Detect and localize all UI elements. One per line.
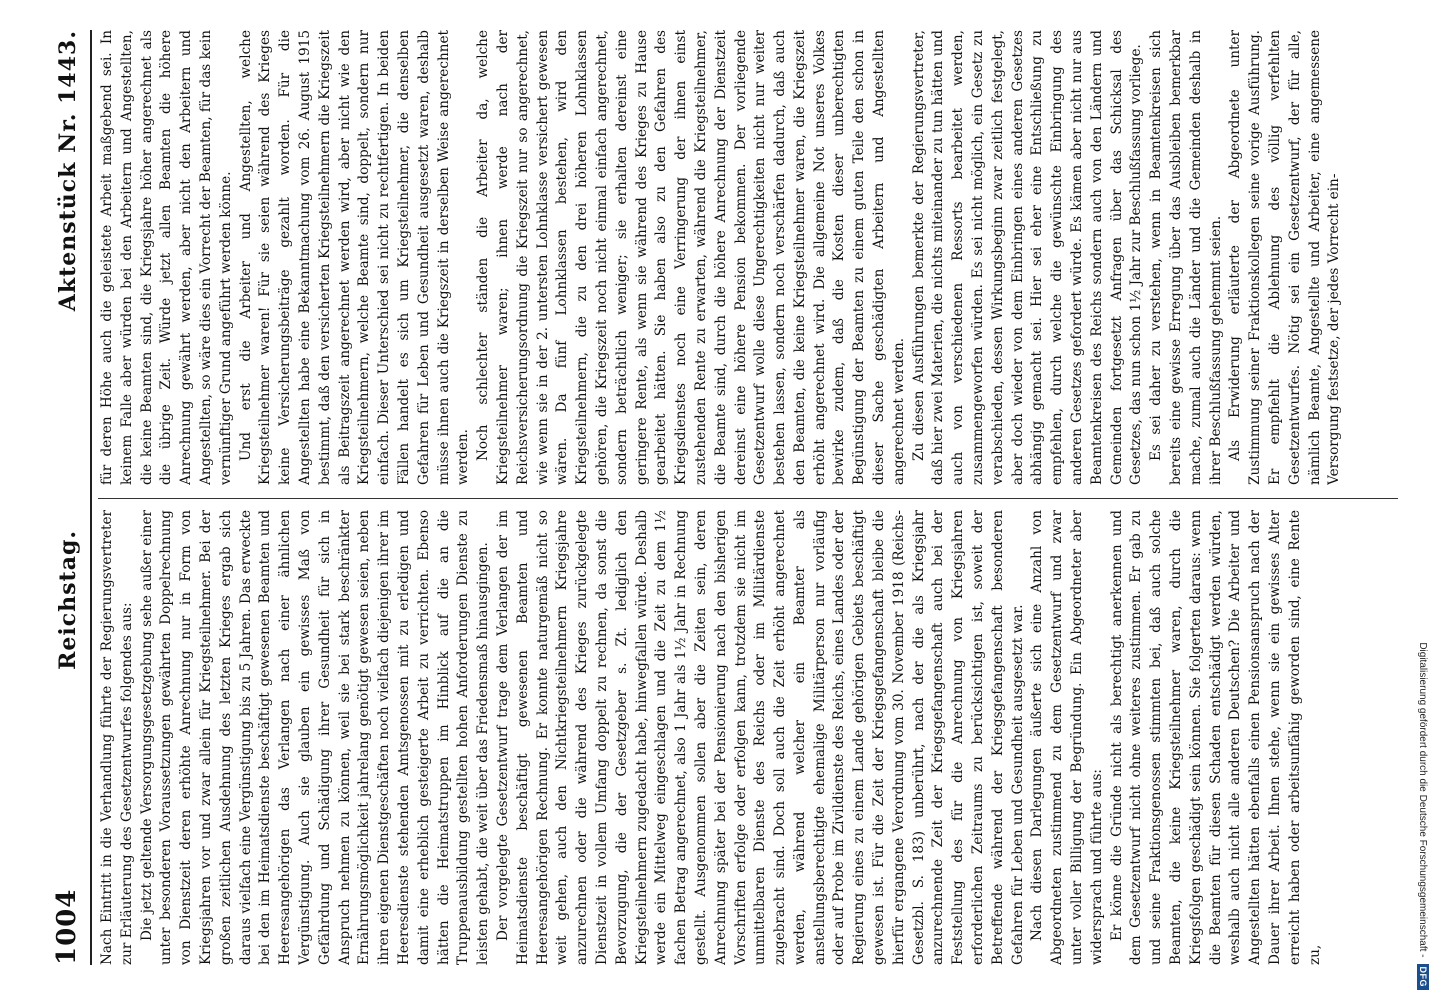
page-header [52,30,86,965]
dfg-logo: DFG [1417,964,1429,991]
paragraph: Die jetzt geltende Versorgungsgesetzgebung sehe außer einer unter besonderen Voraussetzungen gewährten Doppelrechnung von Dienstzeit deren erhöhte Anrechnung nur in Form von Kriegsjahren vor und zwar allein für Kriegsteilnehmer. Bei der großen zeitlichen Ausdehnung des letzten Krieges ergab sich daraus vielfach eine Vergünstigung bis zu 5 Jahren. Das erweckte bei den im Heimatsdienste beschäftigt gewesenen Beamten und Heeresangehörigen das Verlangen nach einer ähnlichen Vergünstigung. Auch sie glauben ein gewisses Maß von Gefährdung und Schädigung ihrer Gesundheit für sich in Anspruch nehmen zu können, weil sie bei stark beschränkter Ernährungsmöglichkeit jahrelang genötigt gewesen seien, neben ihren eigenen Dienstgeschäften noch vielfach diejenigen ihrer im Heeresdienste stehenden Amtsgenossen mit zu erledigen und damit eine erheblich gesteigerte Arbeit zu verrichten. Ebenso hätten die Heimatstruppen im Hinblick auf die an die Truppenausbildung gestellten hohen Anforderungen Dienste zu leisten gehabt, die weit über das Friedensmaß hinausgingen. [138,510,492,965]
left-column [98,510,1398,965]
paragraph: Er könne die Gründe nicht als berechtigt anerkennen und dem Gesetzentwurf nicht ohne weiteres zustimmen. Er gab zu und seine Fraktionsgenossen stimmten bei, daß auch solche Beamten, die keine Kriegsteilnehmer waren, durch die Kriegsfolgen geschädigt sein können. Sie folgerten daraus: wenn die Beamten für diesen Schaden entschädigt werden würden, weshalb auch nicht alle anderen Deutschen? Die Arbeiter und Angestellten hätten ebenfalls einen Pensionsanspruch nach der Dauer ihrer Arbeit. Ihnen stehe, wenn sie ein gewisses Alter erreicht haben oder arbeitsunfähig geworden sind, eine Rente zu, [1108,510,1323,965]
paragraph: Noch schlechter ständen die Arbeiter da, welche Kriegsteilnehmer waren; ihnen werde nach der Reichsversicherungsordnung die Kriegszeit nur so angerechnet, wie wenn sie in der 2. untersten Lohnklasse versichert gewesen wären. Da fünf Lohnklassen bestehen, wird den Kriegsteilnehmern, die zu den drei höheren Lohnklassen gehören, die Kriegszeit noch nicht einmal einfach angerechnet, sondern beträchtlich weniger; sie erhalten dereinst eine geringere Rente, als wenn sie während des Krieges zu Hause gearbeitet hätten. Sie haben also zu den Gefahren des Kriegsdienstes noch eine Verringerung der ihnen einst zustehenden Rente zu erwarten, während die Kriegsteilnehmer, die Beamte sind, durch die höhere Anrechnung der Dienstzeit dereinst eine höhere Pension bekommen. Der vorliegende Gesetzentwurf wolle diese Ungerechtigkeiten nicht nur weiter bestehen lassen, sondern noch verschärfen dadurch, daß auch den Beamten, die keine Kriegsteilnehmer waren, die Kriegszeit erhöht angerechnet wird. Die allgemeine Not unseres Volkes bewirke zudem, daß die Kosten dieser unberechtigten Begünstigung der Beamten zu einem guten Teile den schon in dieser Sache geschädigten Arbeitern und Angestellten angerechnet werden. [475,30,907,485]
running-title: Reichstag. [55,529,81,670]
paragraph: Es sei daher zu verstehen, wenn in Beamtenkreisen sich bereits eine gewisse Erregung über das Ausbleiben bemerkbar mache, zumal auch die Länder und die Gemeinden deshalb in ihrer Beschlußfassung gehemmt seien. [1148,30,1224,485]
document-number: Aktenstück Nr. 1443. [55,30,81,312]
rotated-page-content [52,30,1422,965]
paragraph: Und erst die Arbeiter und Angestellten, welche Kriegsteilnehmer waren! Für sie seien während des Krieges keine Versicherungsbeiträge gezahlt worden. Für die Angestellten habe eine Bekanntmachung vom 26. August 1915 bestimmt, daß den versicherten Kriegsteilnehmern die Kriegszeit als Beitragszeit angerechnet werden wird, aber nicht wie den Kriegsteilnehmern, welche Beamte sind, doppelt, sondern nur einfach. Dieser Unterschied sei nicht zu rechtfertigen. In beiden Fällen handelt es sich um Kriegsteilnehmer, die denselben Gefahren für Leben und Gesundheit ausgesetzt waren, deshalb müsse ihnen auch die Kriegszeit in derselben Weise angerechnet werden. [237,30,472,485]
paragraph: Nach Eintritt in die Verhandlung führte der Regierungsvertreter zur Erläuterung des Gesetzentwurfes folgendes aus: [99,510,135,965]
column-divider [98,498,1398,499]
header-rule [90,30,92,965]
right-column [98,30,1398,485]
paragraph: für deren Höhe auch die geleistete Arbeit maßgebend sei. In keinem Falle aber würden bei den Arbeitern und Angestellten, die keine Beamten sind, die Kriegsjahre höher angerechnet als die übrige Zeit. Würde jetzt allen Beamten die höhere Anrechnung gewährt werden, aber nicht den Arbeitern und Angestellten, so wäre dies ein Vorrecht der Beamten, für das kein vernünftiger Grund angeführt werden könne. [99,30,234,485]
dfg-footer-inner [1415,10,1431,990]
paragraph: Nach diesen Darlegungen äußerte sich eine Anzahl von Abgeordneten zustimmend zu dem Gesetzentwurf und zwar unter voller Billigung der Begründung. Ein Abgeordneter aber widersprach und führte aus: [1029,510,1105,965]
paragraph: Zu diesen Ausführungen bemerkte der Regierungsvertreter, daß hier zwei Materien, die nichts miteinander zu tun hätten und auch von verschiedenen Ressorts bearbeitet werden, zusammengeworfen würden. Es sei nicht möglich, ein Gesetz zu verabschieden, dessen Wirkungsbeginn zwar zeitlich festgelegt, aber doch wieder von dem Einbringen eines anderen Gesetzes abhängig gemacht sei. Hier sei eher eine Entschließung zu empfehlen, durch welche die gewünschte Einbringung des anderen Gesetzes gefordert würde. Es kämen aber nicht nur aus Beamtenkreisen des Reichs sondern auch von den Ländern und Gemeinden fortgesetzt Anfragen über das Schicksal des Gesetzes, das nun schon 1½ Jahr zur Beschlußfassung vorliege. [910,30,1145,485]
digitization-note: Digitalisierung gefördert durch die Deutsche Forschungsgemeinschaft - [1417,642,1429,958]
page-number: 1004 [52,888,82,965]
dfg-footer [1417,10,1433,990]
text-columns [98,30,1408,965]
paragraph: Als Erwiderung erläuterte der Abgeordnete unter Zustimmung seiner Fraktionskollegen seine vorige Ausführung. Er empfiehlt die Ablehnung des völlig verfehlten Gesetzentwurfes. Nötig sei ein Gesetzentwurf, der für alle, nämlich Beamte, Angestellte und Arbeiter, eine angemessene Versorgung festsetze, der jedes Vorrecht ein- [1227,30,1343,485]
paragraph: Der vorgelegte Gesetzentwurf trage dem Verlangen der im Heimatsdienste beschäftigt gewesenen Beamten und Heeresangehörigen Rechnung. Er konnte naturgemäß nicht so weit gehen, auch den Nichtkriegsteilnehmern Kriegsjahre anzurechnen oder die während des Krieges zurückgelegte Dienstzeit in vollem Umfang doppelt zu rechnen, da sonst die Bevorzugung, die der Gesetzgeber s. Zt. lediglich den Kriegsteilnehmern zugedacht habe, hinwegfallen würde. Deshalb werde ein Mittelweg eingeschlagen und die Zeit zu dem 1½ fachen Betrag angerechnet, also 1 Jahr als 1½ Jahr in Rechnung gestellt. Ausgenommen sollen aber die Zeiten sein, deren Anrechnung später bei der Pensionierung nach den bisherigen Vorschriften erfolge oder erfolgen kann, trotzdem sie nicht im unmittelbaren Dienste des Reichs oder im Militärdienste zugebracht sind. Doch soll auch die Zeit erhöht angerechnet werden, während welcher ein Beamter als anstellungsberechtigte ehemalige Militärperson nur vorläufig oder auf Probe im Zivildienste des Reichs, eines Landes oder der Regierung eines zu einem Lande gehörigen Gebiets beschäftigt gewesen ist. Für die Zeit der Kriegsgefangenschaft bleibe die hierfür ergangene Verordnung vom 30. November 1918 (Reichs-Gesetzbl. S. 183) unberührt, nach der die als Kriegsjahr anzurechnende Zeit der Kriegsgefangenschaft auch bei der Feststellung des für die Anrechnung von Kriegsjahren erforderlichen Zeitraums zu berücksichtigen ist, soweit der Betreffende während der Kriegsgefangenschaft besonderen Gefahren für Leben und Gesundheit ausgesetzt war. [494,510,1026,965]
